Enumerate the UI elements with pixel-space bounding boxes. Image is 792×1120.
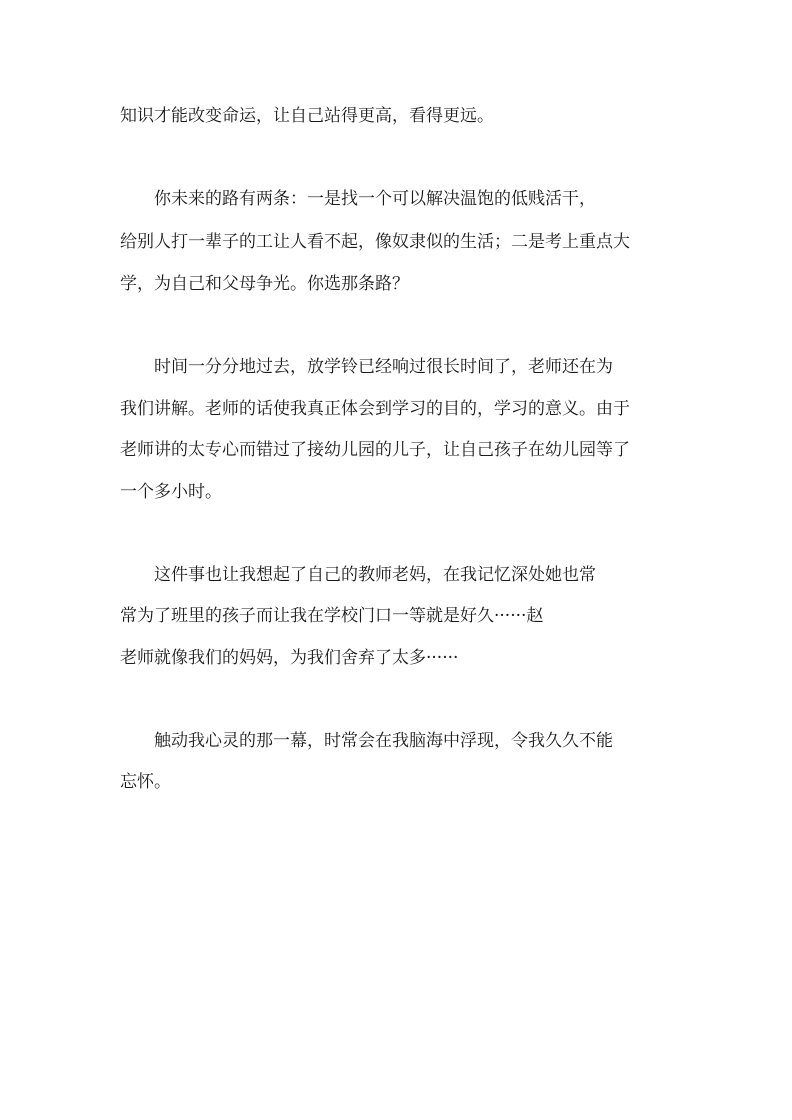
paragraph-3-line-2: 我们讲解。老师的话使我真正体会到学习的目的，学习的意义。由于 bbox=[120, 399, 630, 419]
paragraph-4-line-1: 这件事也让我想起了自己的教师老妈，在我记忆深处她也常 bbox=[120, 565, 596, 585]
paragraph-2-line-2: 给别人打一辈子的工让人看不起，像奴隶似的生活；二是考上重点大 bbox=[120, 232, 630, 252]
paragraph-5-line-2: 忘怀。 bbox=[120, 772, 171, 792]
paragraph-3-line-1: 时间一分分地过去，放学铃已经响过很长时间了，老师还在为 bbox=[120, 357, 613, 377]
paragraph-4-line-3: 老师就像我们的妈妈，为我们舍弃了太多······ bbox=[120, 648, 459, 668]
paragraph-5-line-1: 触动我心灵的那一幕，时常会在我脑海中浮现，令我久久不能 bbox=[120, 731, 613, 751]
paragraph-1-line-1: 知识才能改变命运，让自己站得更高，看得更远。 bbox=[120, 106, 494, 126]
paragraph-3-line-3: 老师讲的太专心而错过了接幼儿园的儿子，让自己孩子在幼儿园等了 bbox=[120, 440, 630, 460]
paragraph-2-line-3: 学，为自己和父母争光。你选那条路？ bbox=[120, 274, 409, 294]
paragraph-3-line-4: 一个多小时。 bbox=[120, 482, 222, 502]
paragraph-4-line-2: 常为了班里的孩子而让我在学校门口一等就是好久······赵 bbox=[120, 606, 544, 626]
paragraph-2-line-1: 你未来的路有两条：一是找一个可以解决温饱的低贱活干， bbox=[120, 189, 596, 209]
